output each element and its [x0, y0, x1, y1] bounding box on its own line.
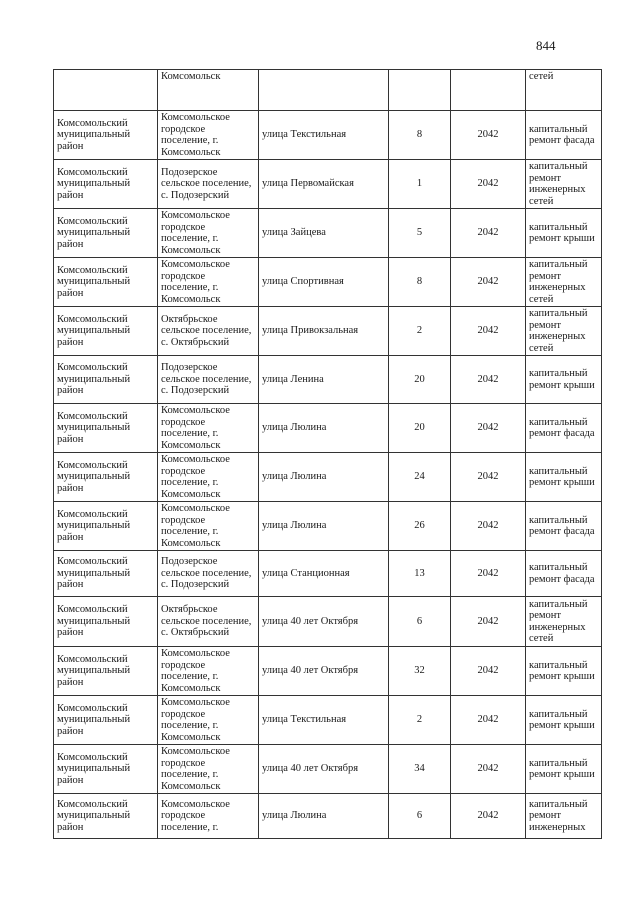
house-number-cell: 32	[389, 647, 451, 696]
year-cell: 2042	[451, 696, 526, 745]
settlement-cell: Комсомольск	[158, 70, 259, 111]
work-type-cell: капитальный ремонт крыши	[526, 647, 602, 696]
house-number-cell: 34	[389, 745, 451, 794]
year-cell: 2042	[451, 597, 526, 647]
district-cell: Комсомольский муниципальный район	[54, 551, 158, 597]
street-cell: улица 40 лет Октября	[259, 647, 389, 696]
house-number-cell: 24	[389, 453, 451, 502]
settlement-cell: Комсомольское городское поселение, г. Комсомольск	[158, 111, 259, 160]
work-type-cell: капитальный ремонт инженерных сетей	[526, 258, 602, 307]
work-type-cell: капитальный ремонт инженерных сетей	[526, 597, 602, 647]
year-cell: 2042	[451, 745, 526, 794]
year-cell: 2042	[451, 111, 526, 160]
settlement-cell: Подозерское сельское поселение, с. Подозерский	[158, 160, 259, 209]
street-cell: улица Люлина	[259, 502, 389, 551]
settlement-cell: Подозерское сельское поселение, с. Подозерский	[158, 551, 259, 597]
settlement-cell: Комсомольское городское поселение, г. Комсомольск	[158, 453, 259, 502]
table-row	[54, 794, 602, 839]
street-cell: улица Текстильная	[259, 696, 389, 745]
district-cell: Комсомольский муниципальный район	[54, 258, 158, 307]
year-cell	[451, 70, 526, 111]
work-type-cell: капитальный ремонт фасада	[526, 502, 602, 551]
house-number-cell: 2	[389, 307, 451, 356]
work-type-cell: капитальный ремонт крыши	[526, 356, 602, 404]
table-row-continuation	[54, 70, 602, 111]
work-type-cell: капитальный ремонт крыши	[526, 745, 602, 794]
house-number-cell: 13	[389, 551, 451, 597]
year-cell: 2042	[451, 160, 526, 209]
work-type-cell: капитальный ремонт инженерных сетей	[526, 160, 602, 209]
year-cell: 2042	[451, 453, 526, 502]
table-row	[54, 551, 602, 597]
street-cell: улица Первомайская	[259, 160, 389, 209]
settlement-cell: Комсомольское городское поселение, г. Комсомольск	[158, 209, 259, 258]
street-cell: улица 40 лет Октября	[259, 745, 389, 794]
work-type-cell: капитальный ремонт инженерных	[526, 794, 602, 839]
table-row	[54, 453, 602, 502]
district-cell: Комсомольский муниципальный район	[54, 160, 158, 209]
house-number-cell	[389, 70, 451, 111]
work-type-cell: капитальный ремонт инженерных сетей	[526, 307, 602, 356]
settlement-cell: Комсомольское городское поселение, г. Комсомольск	[158, 745, 259, 794]
year-cell: 2042	[451, 551, 526, 597]
house-number-cell: 1	[389, 160, 451, 209]
table-row	[54, 258, 602, 307]
street-cell: улица Станционная	[259, 551, 389, 597]
work-type-cell: капитальный ремонт крыши	[526, 696, 602, 745]
table-row	[54, 111, 602, 160]
house-number-cell: 8	[389, 258, 451, 307]
street-cell: улица Люлина	[259, 453, 389, 502]
district-cell	[54, 70, 158, 111]
work-type-cell: капитальный ремонт крыши	[526, 209, 602, 258]
district-cell: Комсомольский муниципальный район	[54, 356, 158, 404]
settlement-cell: Комсомольское городское поселение, г. Комсомольск	[158, 502, 259, 551]
street-cell: улица Люлина	[259, 794, 389, 839]
table-row	[54, 356, 602, 404]
table-row	[54, 209, 602, 258]
work-type-cell: капитальный ремонт фасада	[526, 404, 602, 453]
settlement-cell: Подозерское сельское поселение, с. Подозерский	[158, 356, 259, 404]
table-row	[54, 502, 602, 551]
street-cell: улица Привокзальная	[259, 307, 389, 356]
work-type-cell: капитальный ремонт крыши	[526, 453, 602, 502]
settlement-cell: Октябрьское сельское поселение, с. Октябрьский	[158, 597, 259, 647]
year-cell: 2042	[451, 647, 526, 696]
house-number-cell: 26	[389, 502, 451, 551]
year-cell: 2042	[451, 209, 526, 258]
district-cell: Комсомольский муниципальный район	[54, 794, 158, 839]
year-cell: 2042	[451, 356, 526, 404]
year-cell: 2042	[451, 502, 526, 551]
street-cell	[259, 70, 389, 111]
house-number-cell: 6	[389, 794, 451, 839]
district-cell: Комсомольский муниципальный район	[54, 404, 158, 453]
table-row	[54, 160, 602, 209]
house-number-cell: 6	[389, 597, 451, 647]
district-cell: Комсомольский муниципальный район	[54, 745, 158, 794]
table-row	[54, 597, 602, 647]
table-row	[54, 696, 602, 745]
settlement-cell: Комсомольское городское поселение, г. Комсомольск	[158, 404, 259, 453]
street-cell: улица Спортивная	[259, 258, 389, 307]
district-cell: Комсомольский муниципальный район	[54, 502, 158, 551]
district-cell: Комсомольский муниципальный район	[54, 597, 158, 647]
house-number-cell: 20	[389, 356, 451, 404]
settlement-cell: Комсомольское городское поселение, г. Комсомольск	[158, 696, 259, 745]
street-cell: улица 40 лет Октября	[259, 597, 389, 647]
table-row	[54, 307, 602, 356]
settlement-cell: Комсомольское городское поселение, г. Комсомольск	[158, 258, 259, 307]
street-cell: улица Зайцева	[259, 209, 389, 258]
district-cell: Комсомольский муниципальный район	[54, 111, 158, 160]
work-type-cell: капитальный ремонт фасада	[526, 111, 602, 160]
district-cell: Комсомольский муниципальный район	[54, 647, 158, 696]
repair-schedule-table	[53, 69, 602, 839]
district-cell: Комсомольский муниципальный район	[54, 453, 158, 502]
table-row	[54, 647, 602, 696]
work-type-cell: капитальный ремонт фасада	[526, 551, 602, 597]
house-number-cell: 2	[389, 696, 451, 745]
house-number-cell: 20	[389, 404, 451, 453]
settlement-cell: Комсомольское городское поселение, г.	[158, 794, 259, 839]
street-cell: улица Ленина	[259, 356, 389, 404]
year-cell: 2042	[451, 404, 526, 453]
table-row	[54, 745, 602, 794]
district-cell: Комсомольский муниципальный район	[54, 209, 158, 258]
settlement-cell: Комсомольское городское поселение, г. Комсомольск	[158, 647, 259, 696]
year-cell: 2042	[451, 307, 526, 356]
street-cell: улица Текстильная	[259, 111, 389, 160]
district-cell: Комсомольский муниципальный район	[54, 696, 158, 745]
table-row	[54, 404, 602, 453]
page-number: 844	[536, 38, 556, 53]
settlement-cell: Октябрьское сельское поселение, с. Октябрьский	[158, 307, 259, 356]
house-number-cell: 5	[389, 209, 451, 258]
house-number-cell: 8	[389, 111, 451, 160]
work-type-cell: сетей	[526, 70, 602, 111]
year-cell: 2042	[451, 258, 526, 307]
year-cell: 2042	[451, 794, 526, 839]
street-cell: улица Люлина	[259, 404, 389, 453]
district-cell: Комсомольский муниципальный район	[54, 307, 158, 356]
